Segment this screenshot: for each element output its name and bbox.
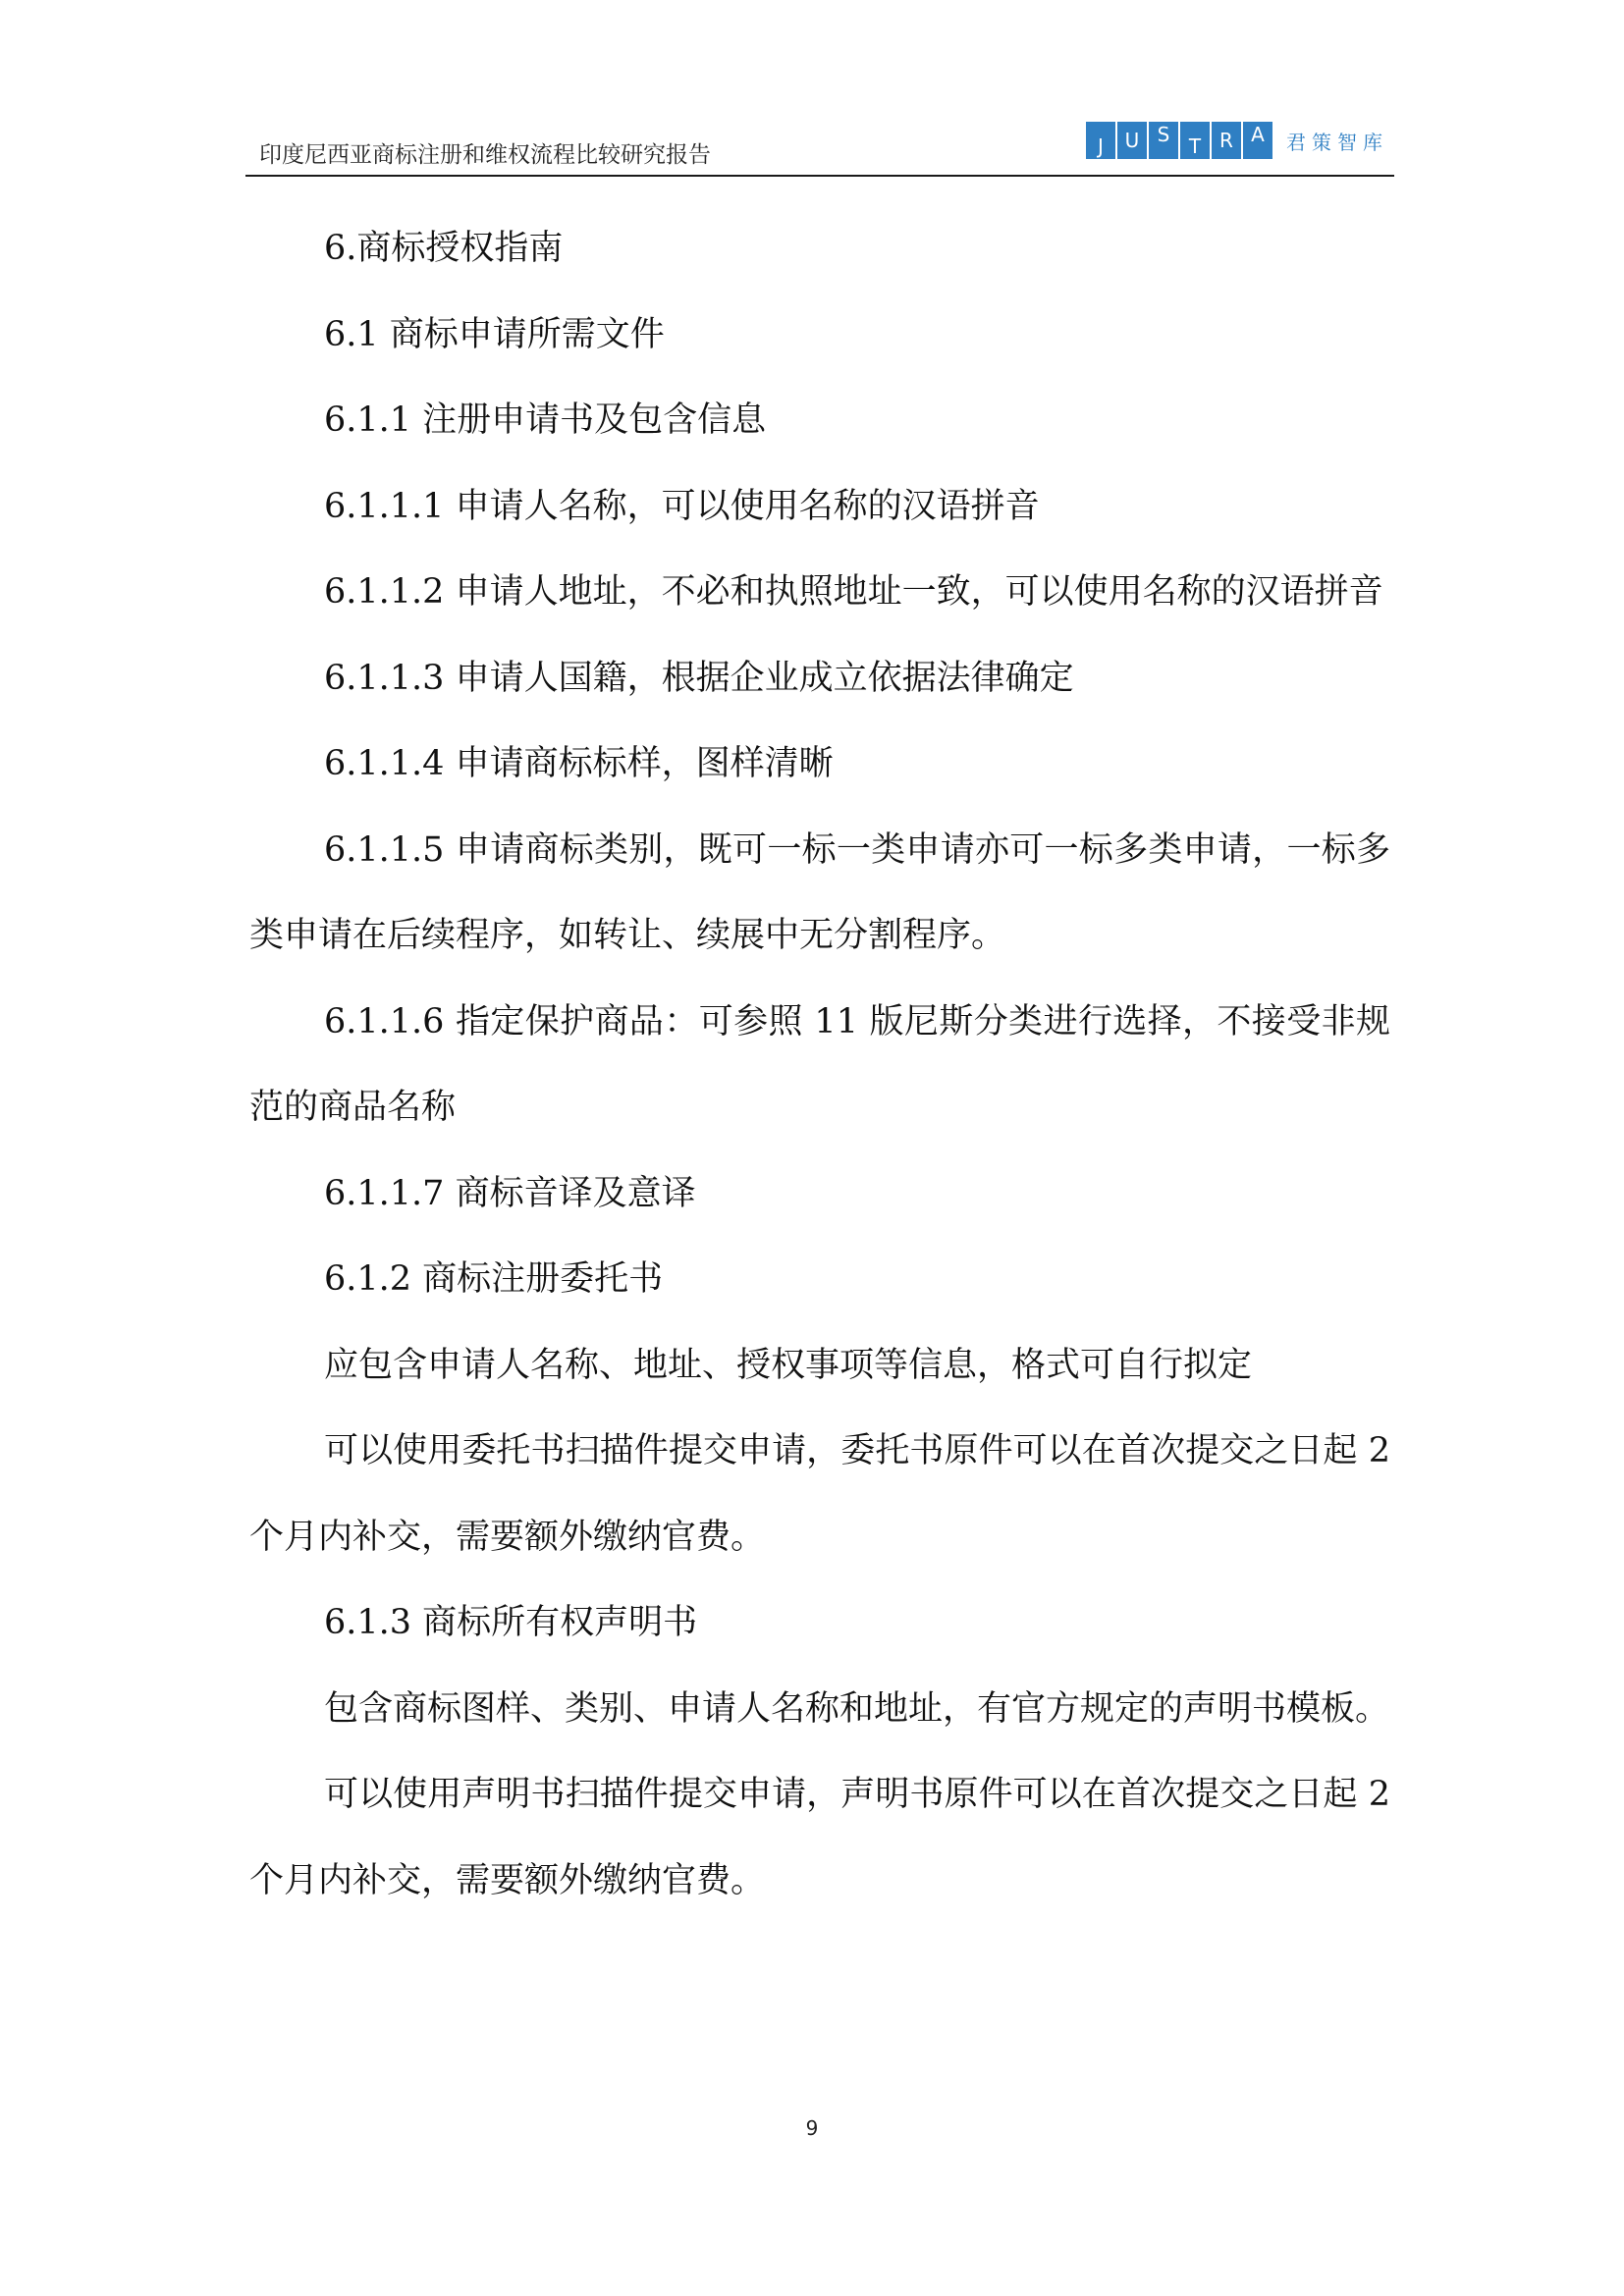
logo-letter: A: [1243, 122, 1272, 159]
logo-letter: S: [1149, 122, 1178, 159]
subsection-heading: 6.1.3 商标所有权声明书: [324, 1603, 698, 1642]
list-item: 6.1.1.7 商标音译及意译: [324, 1173, 696, 1213]
page-number: 9: [805, 2116, 819, 2140]
list-item: 6.1.1.5 申请商标类别，既可一标一类申请亦可一标多类申请，一标多类申请在后续程序，如转让、续展中无分割程序。: [249, 829, 1390, 955]
body-paragraph: 可以使用委托书扫描件提交申请，委托书原件可以在首次提交之日起 2 个月内补交，需要额外缴纳官费。: [249, 1431, 1390, 1557]
list-item: 6.1.1.6 指定保护商品：可参照 11 版尼斯分类进行选择，不接受非规范的商品名称: [249, 1001, 1390, 1127]
logo-letter: R: [1212, 122, 1241, 159]
subsection-heading: 6.1.1 注册申请书及包含信息: [324, 400, 767, 440]
body-paragraph: 应包含申请人名称、地址、授权事项等信息，格式可自行拟定: [324, 1345, 1253, 1385]
logo-brand-text: 君策智库: [1286, 130, 1388, 154]
justra-logo: [1086, 120, 1388, 161]
logo-letter: U: [1117, 122, 1147, 159]
logo-letter-boxes: [1086, 122, 1274, 159]
list-item: 6.1.1.3 申请人国籍，根据企业成立依据法律确定: [324, 658, 1074, 698]
report-title: 印度尼西亚商标注册和维权流程比较研究报告: [259, 142, 711, 168]
body-paragraph: 可以使用声明书扫描件提交申请，声明书原件可以在首次提交之日起 2 个月内补交，需要额外缴纳官费。: [249, 1775, 1390, 1900]
list-item: 6.1.1.4 申请商标标样，图样清晰: [324, 744, 834, 783]
list-item: 6.1.1.2 申请人地址，不必和执照地址一致，可以使用名称的汉语拼音: [324, 572, 1383, 612]
subsection-heading: 6.1 商标申请所需文件: [324, 314, 665, 354]
subsection-heading: 6.1.2 商标注册委托书: [324, 1259, 664, 1299]
document-body: [249, 206, 1390, 1924]
logo-letter: T: [1180, 122, 1210, 159]
section-heading: 6.商标授权指南: [324, 229, 564, 268]
body-paragraph: 包含商标图样、类别、申请人名称和地址，有官方规定的声明书模板。: [324, 1688, 1390, 1729]
list-item: 6.1.1.1 申请人名称，可以使用名称的汉语拼音: [324, 486, 1040, 526]
logo-letter: J: [1086, 122, 1115, 159]
page-header: [245, 108, 1394, 177]
